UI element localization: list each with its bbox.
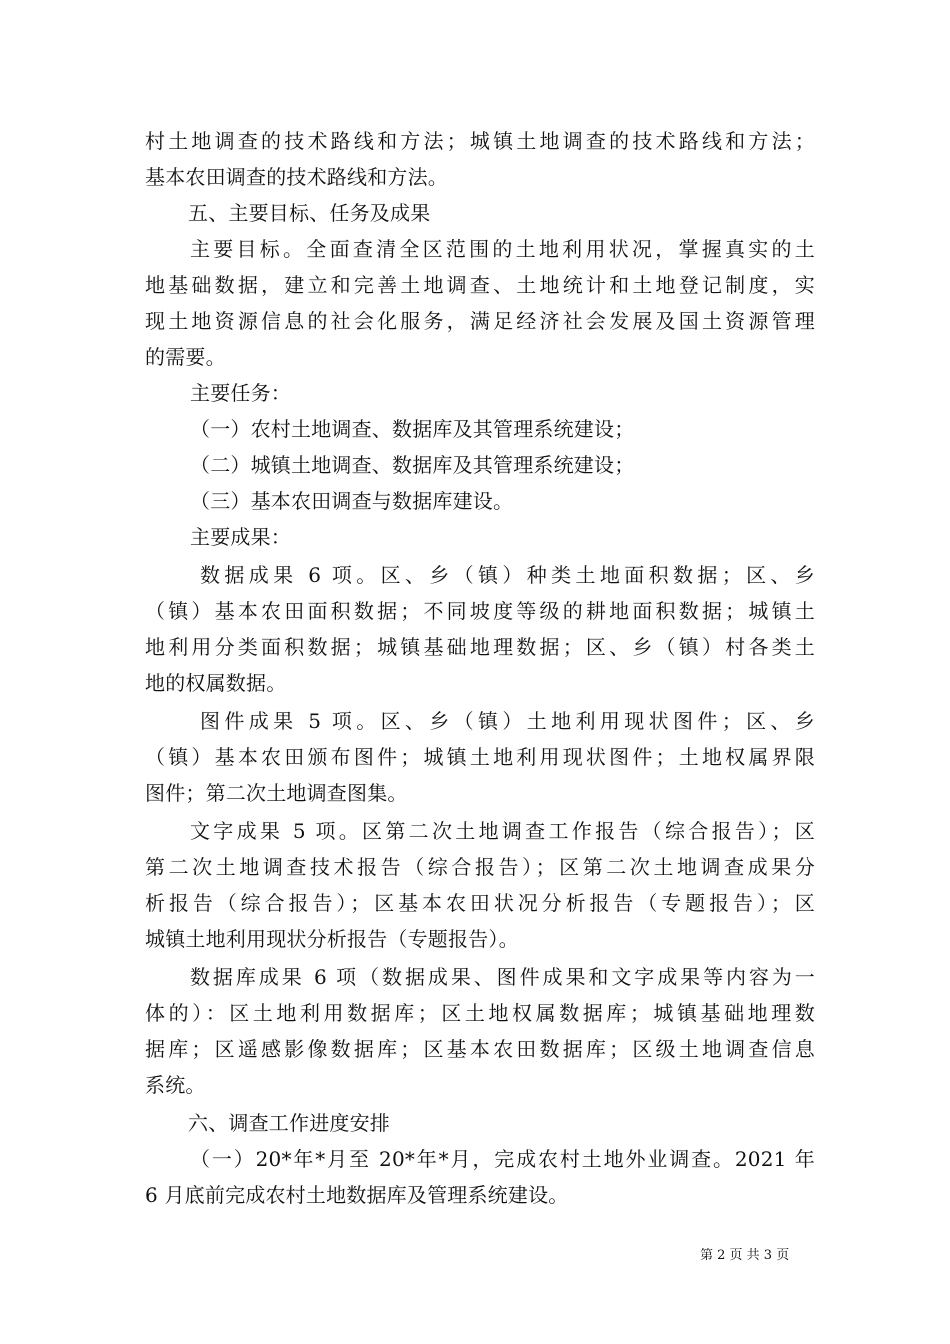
text-line: 现土地资源信息的社会化服务，满足经济社会发展及国土资源管理 <box>145 309 815 333</box>
list-item: （一）农村土地调查、数据库及其管理系统建设； <box>190 417 635 441</box>
text-line: 主要目标。全面查清全区范围的土地利用状况，掌握真实的土 <box>190 237 815 261</box>
text-line: 第二次土地调查技术报告（综合报告）；区第二次土地调查成果分 <box>145 855 815 879</box>
text-line: 地利用分类面积数据；城镇基础地理数据；区、乡（镇）村各类土 <box>145 635 815 659</box>
list-item: （二）城镇土地调查、数据库及其管理系统建设； <box>190 453 635 477</box>
text-line: 地基础数据，建立和完善土地调查、土地统计和土地登记制度，实 <box>145 273 815 297</box>
text-line: 地的权属数据。 <box>145 671 287 695</box>
text-line: 城镇土地利用现状分析报告（专题报告）。 <box>145 927 519 951</box>
text-line: 数据库成果 6 项（数据成果、图件成果和文字成果等内容为一 <box>190 965 815 989</box>
text-line: 基本农田调查的技术路线和方法。 <box>145 165 448 189</box>
text-line: 系统。 <box>145 1073 206 1097</box>
text-line: 图件成果 5 项。区、乡（镇）土地利用现状图件；区、乡 <box>200 709 815 733</box>
text-line: （镇）基本农田颁布图件；城镇土地利用现状图件；土地权属界限 <box>145 745 815 769</box>
text-line: 村土地调查的技术路线和方法；城镇土地调查的技术路线和方法； <box>145 129 815 153</box>
text-line: 析报告（综合报告）；区基本农田状况分析报告（专题报告）；区 <box>145 891 815 915</box>
text-line: 图件；第二次土地调查图集。 <box>145 781 408 805</box>
text-line: 文字成果 5 项。区第二次土地调查工作报告（综合报告）；区 <box>190 819 815 843</box>
section-heading: 五、主要目标、任务及成果 <box>188 201 431 225</box>
text-line: 的需要。 <box>145 345 226 369</box>
text-line: 数据成果 6 项。区、乡（镇）种类土地面积数据；区、乡 <box>200 563 815 587</box>
text-line: 据库；区遥感影像数据库；区基本农田数据库；区级土地调查信息 <box>145 1037 815 1061</box>
text-line: 6 月底前完成农村土地数据库及管理系统建设。 <box>145 1183 569 1207</box>
text-line: 主要成果： <box>190 525 291 549</box>
page-number-footer: 第 2 页 共 3 页 <box>700 1248 790 1263</box>
text-line: 主要任务： <box>190 381 291 405</box>
text-line: 体的）：区土地利用数据库；区土地权属数据库；城镇基础地理数 <box>145 1001 815 1025</box>
list-item: （三）基本农田调查与数据库建设。 <box>190 489 514 513</box>
text-line: （一）20*年*月至 20*年*月，完成农村土地外业调查。2021 年 <box>190 1147 815 1171</box>
text-line: （镇）基本农田面积数据；不同坡度等级的耕地面积数据；城镇土 <box>145 599 815 623</box>
section-heading: 六、调查工作进度安排 <box>188 1111 390 1135</box>
